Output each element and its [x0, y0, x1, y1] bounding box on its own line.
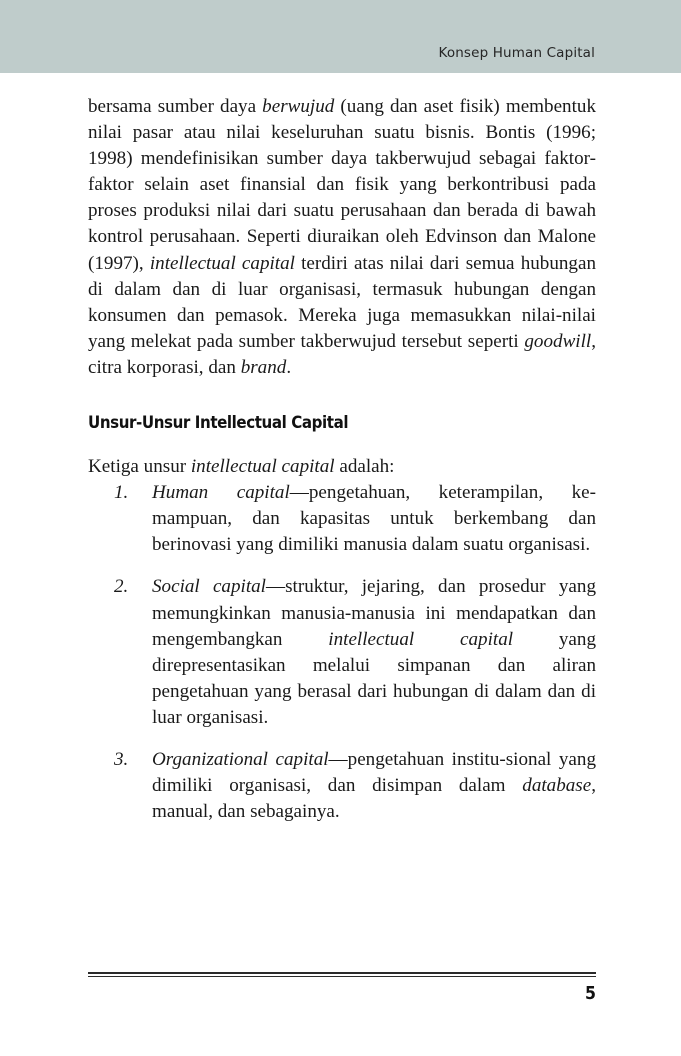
list-item-marker: 1.: [114, 482, 129, 504]
list-item: [88, 574, 596, 731]
list-item-text: Organizational capital—pengetahuan institu-sional yang dimiliki organisasi, dan disimpan dalam database, manual, dan sebagainya.: [152, 748, 596, 823]
list-item-text: Human capital—pengetahuan, keterampilan, ke-mampuan, dan kapasitas untuk berkembang dan berinovasi yang dimiliki manusia dalam suatu organisasi.: [152, 482, 596, 556]
list-item: [88, 747, 596, 825]
page-number: 5: [585, 983, 596, 1004]
list-lead-paragraph: Ketiga unsur intellectual capital adalah:: [88, 456, 395, 478]
section-heading-wrapper: [88, 413, 596, 433]
intellectual-capital-list: [88, 480, 596, 825]
page-content-column: [88, 94, 596, 825]
running-header-title: Konsep Human Capital: [438, 45, 595, 61]
list-item-marker: 3.: [114, 748, 129, 770]
footer-rule-thin: [88, 976, 596, 977]
page-footer: [88, 972, 596, 1004]
section-heading: Unsur-Unsur Intellectual Capital: [88, 413, 349, 433]
list-item-text: Social capital—struktur, jejaring, dan prosedur yang memungkinkan manusia-manusia ini mendapatkan dan mengembangkan intellectual capital yang direpresentasikan melalui simpanan dan aliran pengetahuan yang berasal dari hubungan di dalam dan di luar organisasi.: [152, 576, 597, 728]
body-paragraph-1: bersama sumber daya berwujud (uang dan aset fisik) membentuk nilai pasar atau nilai keseluruhan suatu bisnis. Bontis (1996; 1998) mendefinisikan sumber daya takberwujud sebagai faktor-faktor selain aset finansial dan fisik yang berkontribusi pada proses produksi nilai dari suatu perusahaan dan berada di bawah kontrol perusahaan. Seperti diuraikan oleh Edvinson dan Malone (1997), intellectual capital terdiri atas nilai dari semua hubungan di dalam dan di luar organisasi, termasuk hubungan dengan konsumen dan pemasok. Mereka juga memasukkan nilai-nilai yang melekat pada sumber takberwujud tersebut seperti goodwill, citra korporasi, dan brand.: [88, 96, 597, 378]
list-item-marker: 2.: [114, 576, 129, 598]
running-header-banner: [0, 0, 681, 73]
list-item: [88, 480, 596, 558]
